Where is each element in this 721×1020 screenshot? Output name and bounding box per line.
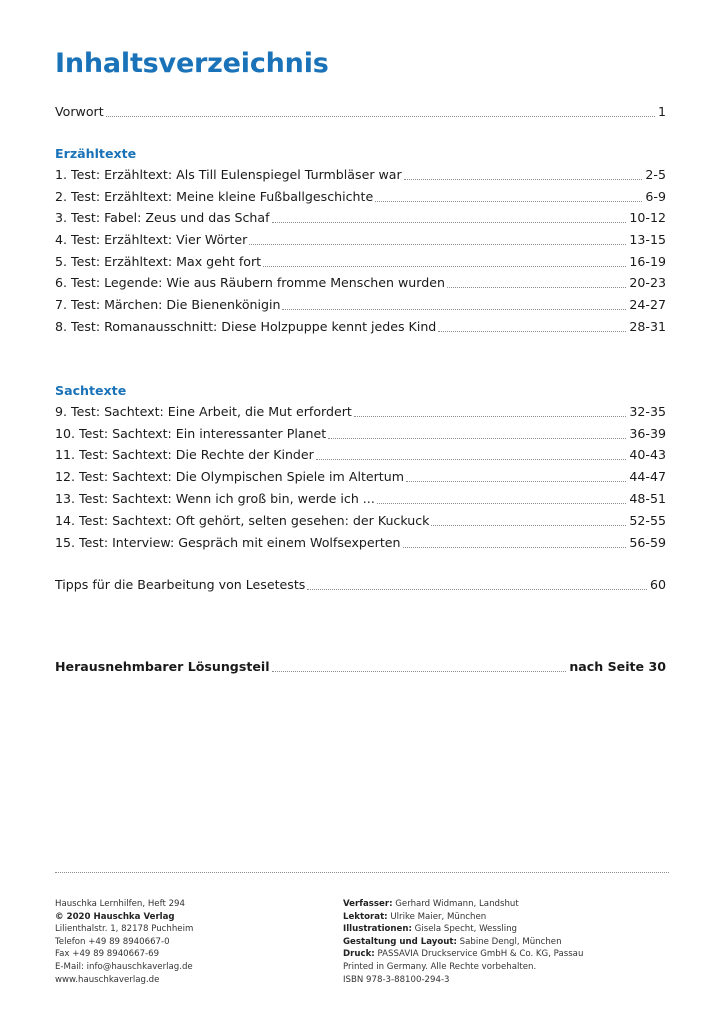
toc-entry-page: 20-23: [629, 275, 666, 290]
toc-entry-page: 10-12: [629, 210, 666, 225]
imprint-website: www.hauschkaverlag.de: [55, 974, 160, 985]
dot-leader: [406, 481, 626, 482]
toc-entry-page: 2-5: [645, 167, 666, 182]
toc-entry-page: 60: [649, 577, 666, 592]
dot-leader: [375, 201, 642, 202]
toc-entry: [55, 509, 666, 529]
toc-entry-label: Herausnehmbarer Lösungsteil: [55, 659, 270, 674]
imprint-series: Hauschka Lernhilfen, Heft 294: [55, 899, 185, 909]
toc-entry-label: 4. Test: Erzähltext: Vier Wörter: [55, 232, 248, 247]
dot-leader: [431, 525, 626, 526]
toc-entry: [55, 465, 666, 485]
credit-value: Sabine Dengl, München: [456, 936, 562, 947]
dot-leader: [377, 503, 627, 504]
toc-entry-label: 1. Test: Erzähltext: Als Till Eulenspiegel Turmbläser war: [55, 167, 402, 182]
dot-leader: [328, 438, 626, 439]
toc-entry-page: nach Seite 30: [569, 659, 666, 674]
toc-entry-vorwort: [55, 100, 666, 120]
toc-entry-loesungsteil: [55, 655, 666, 675]
page-title: Inhaltsverzeichnis: [55, 48, 329, 79]
credit-value: Gisela Specht, Wessling: [411, 924, 517, 935]
toc-entry: [55, 487, 666, 507]
toc-entry-label: 2. Test: Erzähltext: Meine kleine Fußballgeschichte: [55, 189, 374, 204]
toc-entry-label: 12. Test: Sachtext: Die Olympischen Spiele im Altertum: [55, 469, 404, 484]
dot-leader: [447, 287, 626, 288]
toc-entry: [55, 163, 666, 183]
toc-entry-page: 52-55: [629, 513, 666, 528]
toc-entry: [55, 531, 666, 551]
dot-leader: [272, 671, 567, 672]
toc-entry-page: 13-15: [629, 232, 666, 247]
dot-leader: [354, 416, 627, 417]
credit-print: [343, 948, 583, 961]
dot-leader: [307, 589, 647, 590]
toc-entry-label: Vorwort: [55, 104, 104, 119]
toc-entry-label: 11. Test: Sachtext: Die Rechte der Kinder: [55, 447, 314, 462]
toc-entry-label: 5. Test: Erzähltext: Max geht fort: [55, 254, 262, 269]
credit-value: PASSAVIA Druckservice GmbH & Co. KG, Passau: [374, 949, 584, 960]
toc-entry-page: 1: [657, 104, 666, 119]
credit-label: Druck:: [343, 949, 375, 960]
imprint-rights: Printed in Germany. Alle Rechte vorbehalten.: [343, 961, 537, 972]
toc-entry: [55, 443, 666, 463]
toc-entry-label: 9. Test: Sachtext: Eine Arbeit, die Mut erfordert: [55, 404, 352, 419]
toc-entry-page: 36-39: [629, 426, 666, 441]
credit-label: Gestaltung und Layout:: [343, 936, 457, 947]
imprint-isbn: ISBN 978-3-88100-294-3: [343, 974, 450, 985]
toc-entry-page: 6-9: [645, 189, 666, 204]
toc-entry: [55, 315, 666, 335]
dot-leader: [404, 179, 643, 180]
dot-leader: [316, 459, 627, 460]
toc-entry: [55, 228, 666, 248]
toc-entry-page: 44-47: [629, 469, 666, 484]
credit-author: [343, 898, 583, 911]
credit-layout: [343, 936, 583, 949]
toc-entry: [55, 250, 666, 270]
toc-entry-page: 16-19: [629, 254, 666, 269]
imprint-phone: Telefon +49 89 8940667-0: [55, 936, 170, 947]
credit-editor: [343, 911, 583, 924]
toc-entry-label: 13. Test: Sachtext: Wenn ich groß bin, werde ich ...: [55, 491, 375, 506]
toc-entry-label: Tipps für die Bearbeitung von Lesetests: [55, 577, 306, 592]
imprint-credits: [343, 898, 583, 986]
section-heading-sachtexte: Sachtexte: [55, 383, 127, 398]
credit-value: Ulrike Maier, München: [387, 911, 487, 922]
dot-leader: [263, 266, 626, 267]
toc-entry: [55, 422, 666, 442]
toc-entry-label: 6. Test: Legende: Wie aus Räubern fromme Menschen wurden: [55, 275, 445, 290]
credit-value: Gerhard Widmann, Landshut: [392, 899, 519, 909]
imprint-email: E-Mail: info@hauschkaverlag.de: [55, 961, 193, 972]
toc-entry-page: 32-35: [629, 404, 666, 419]
toc-entry-page: 56-59: [629, 535, 666, 550]
credit-illustrator: [343, 923, 583, 936]
toc-entry-tipps: [55, 573, 666, 593]
toc-entry: [55, 206, 666, 226]
footer-divider: [55, 872, 669, 873]
dot-leader: [403, 547, 627, 548]
toc-entry-page: 48-51: [629, 491, 666, 506]
dot-leader: [438, 331, 626, 332]
toc-entry: [55, 185, 666, 205]
toc-entry: [55, 293, 666, 313]
credit-label: Verfasser:: [343, 899, 393, 909]
toc-entry-label: 7. Test: Märchen: Die Bienenkönigin: [55, 297, 281, 312]
credit-label: Lektorat:: [343, 911, 388, 922]
dot-leader: [249, 244, 626, 245]
toc-entry-page: 24-27: [629, 297, 666, 312]
toc-entry-label: 8. Test: Romanausschnitt: Diese Holzpuppe kennt jedes Kind: [55, 319, 437, 334]
toc-entry: [55, 400, 666, 420]
toc-entry-page: 28-31: [629, 319, 666, 334]
imprint-address: Lilienthalstr. 1, 82178 Puchheim: [55, 924, 194, 935]
dot-leader: [282, 309, 626, 310]
toc-entry: [55, 271, 666, 291]
toc-entry-label: 15. Test: Interview: Gespräch mit einem Wolfsexperten: [55, 535, 401, 550]
toc-entry-label: 3. Test: Fabel: Zeus und das Schaf: [55, 210, 270, 225]
toc-entry-page: 40-43: [629, 447, 666, 462]
imprint-copyright: © 2020 Hauschka Verlag: [55, 911, 175, 922]
imprint-fax: Fax +49 89 8940667-69: [55, 949, 160, 960]
credit-label: Illustrationen:: [343, 924, 412, 935]
section-heading-erzaehltexte: Erzähltexte: [55, 146, 137, 161]
toc-entry-label: 14. Test: Sachtext: Oft gehört, selten gesehen: der Kuckuck: [55, 513, 430, 528]
dot-leader: [272, 222, 627, 223]
toc-entry-label: 10. Test: Sachtext: Ein interessanter Planet: [55, 426, 327, 441]
dot-leader: [106, 116, 655, 117]
imprint-publisher: [55, 898, 193, 986]
